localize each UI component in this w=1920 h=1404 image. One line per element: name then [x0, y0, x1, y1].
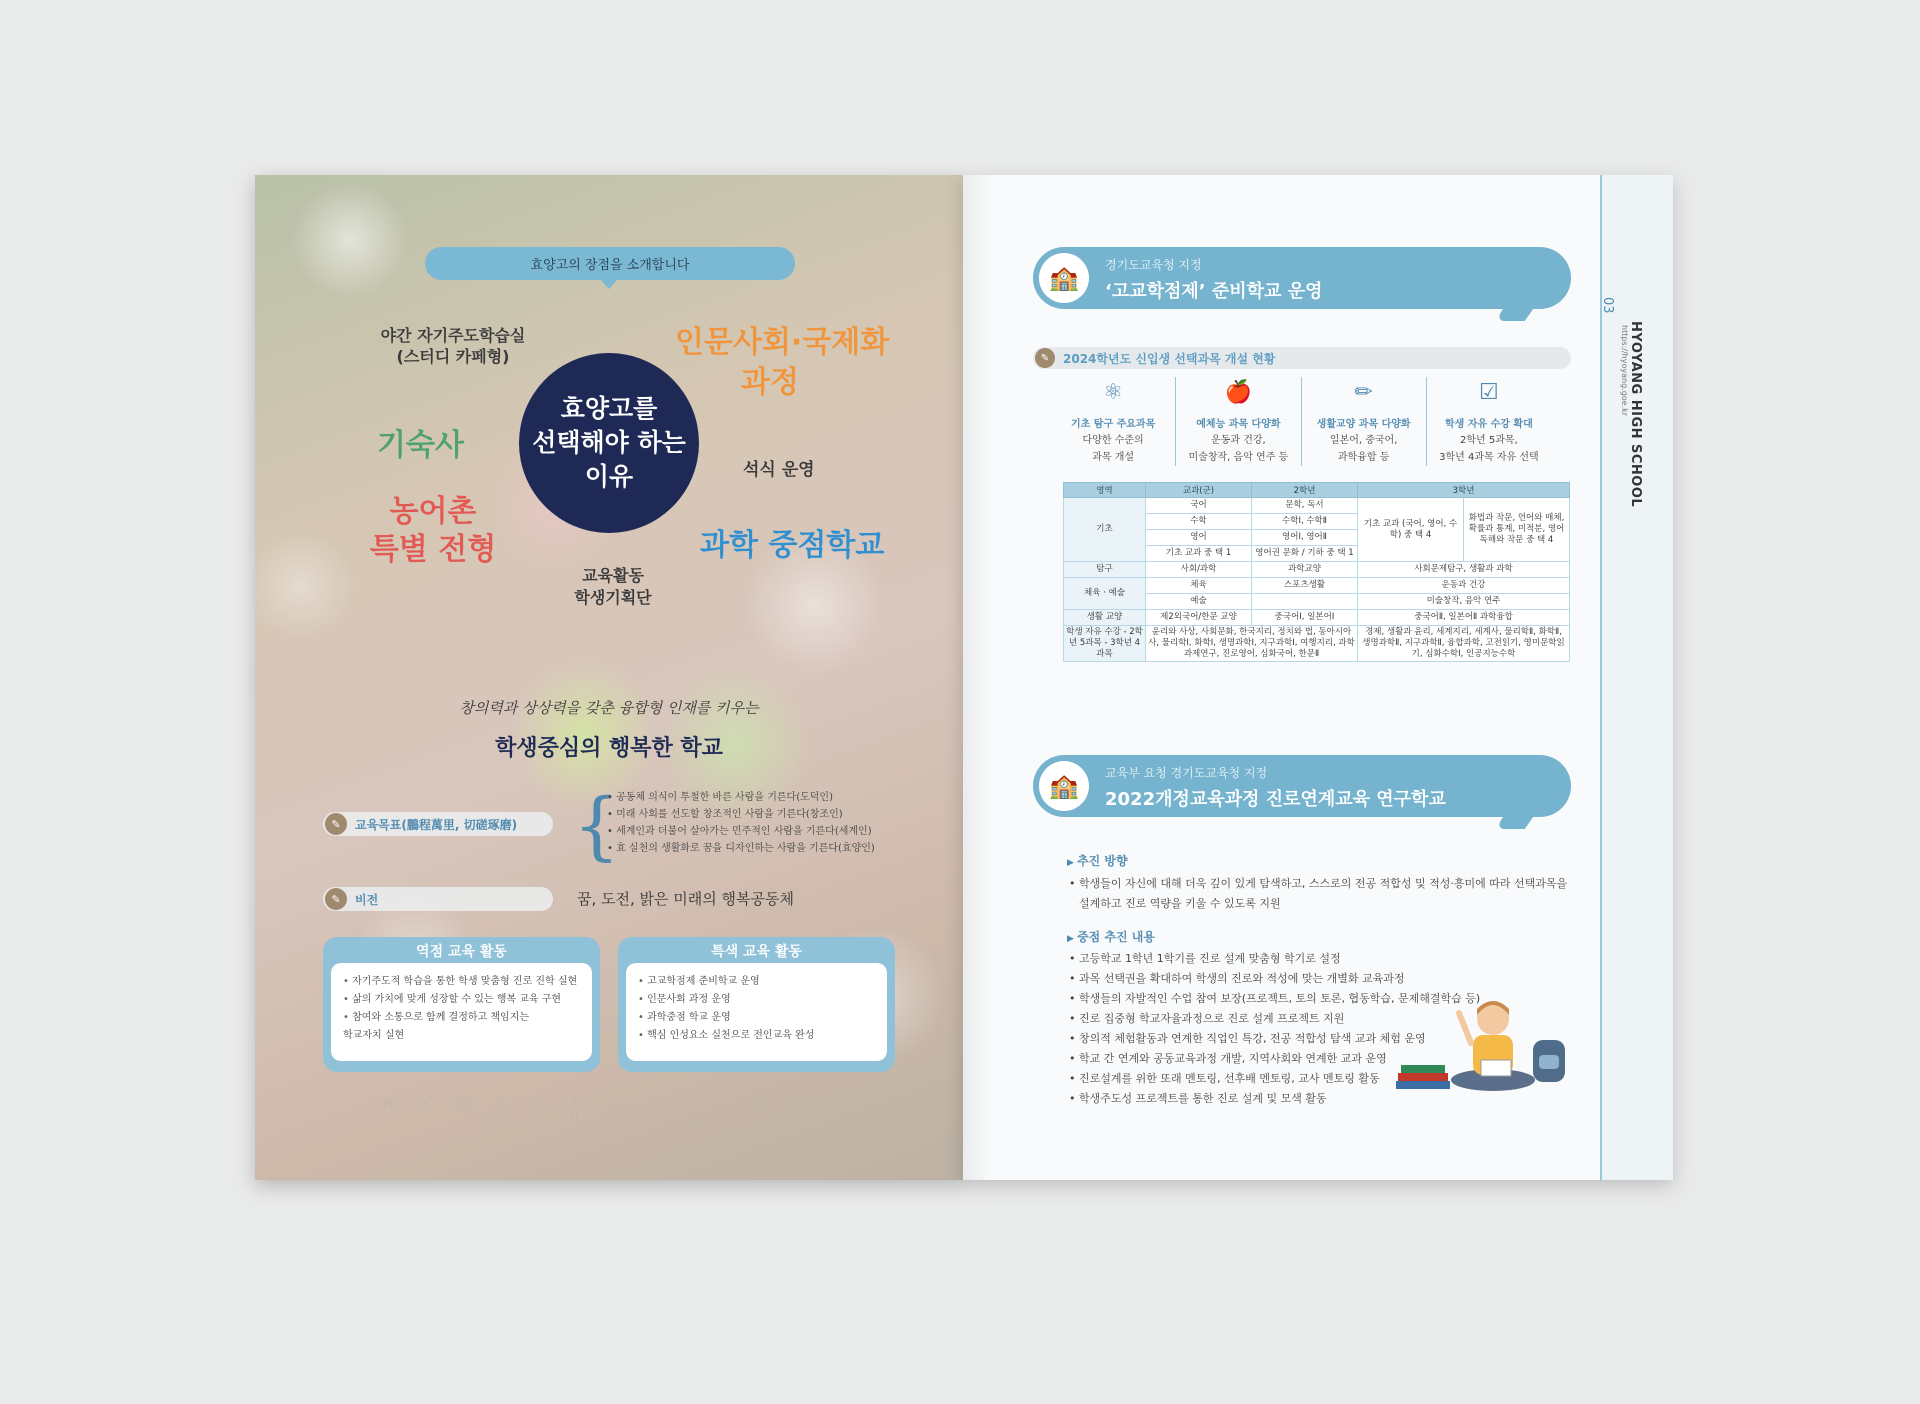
section1-title: ‘고교학점제’ 준비학교 운영: [1105, 281, 1323, 302]
keyword-line: 교육활동: [582, 566, 644, 585]
table-cell: 스포츠생활: [1252, 578, 1358, 594]
feature-desc-line: 일본어, 중국어,: [1329, 435, 1398, 446]
side-title: HYOYANG HIGH SCHOOL: [1628, 321, 1643, 508]
table-cell: [1252, 594, 1358, 610]
keyword-line: 과정: [741, 365, 799, 400]
special-activity-body: [626, 963, 887, 1061]
list-item: • 과학중점 학교 운영: [638, 1009, 875, 1027]
core-activity-title: 역점 교육 활동: [416, 944, 507, 960]
school-building-icon: 🏫: [1039, 761, 1089, 811]
table-row: [1064, 498, 1570, 514]
pen-icon: ✎: [1035, 348, 1055, 368]
goal-label: 교육목표(鵬程萬里, 切磋琢磨): [355, 817, 518, 832]
table-cell: 기초 교과 중 택 1: [1146, 546, 1252, 562]
table-cell-area: 학생 자유 수강 - 2학년 5과목 - 3학년 4과목: [1064, 626, 1146, 662]
center-title-line: 효양고를: [560, 394, 658, 423]
goal-label-pill: [323, 812, 553, 836]
feature-title: 예체능 과목 다양화: [1196, 419, 1281, 430]
center-title-line: 이유: [584, 462, 634, 491]
table-cell: 경제, 생활과 윤리, 세계지리, 세계사, 물리학Ⅱ, 화학Ⅱ, 생명과학Ⅱ, 지구과학Ⅱ, 융합과학, 고전읽기, 영미문학읽기, 심화수학Ⅰ, 인공지능수학: [1358, 626, 1570, 662]
page-number: 03: [1600, 297, 1615, 314]
list-item: • 참여와 소통으로 함께 결정하고 책임지는: [343, 1009, 580, 1027]
feature-desc: [1431, 432, 1547, 466]
core-activity-box: [323, 937, 600, 1072]
table-cell: 제2외국어/한문 교양: [1146, 610, 1252, 626]
subsection-label: 2024학년도 신입생 선택과목 개설 현황: [1063, 351, 1276, 366]
table-cell: 예술: [1146, 594, 1252, 610]
feature-desc-line: 과목 개설: [1092, 452, 1135, 463]
table-cell-area: 탐구: [1064, 562, 1146, 578]
keyword-line: (스터디 카페형): [396, 347, 510, 366]
keyword-line: 인문사회·국제화: [675, 325, 890, 360]
keyword-line: 특별 전형: [369, 532, 497, 567]
table-cell: 사회문제탐구, 생활과 과학: [1358, 562, 1570, 578]
table-cell: 사회/과학: [1146, 562, 1252, 578]
intro-banner: 효양고의 장점을 소개합니다: [425, 247, 795, 280]
table-cell: 문학, 독서: [1252, 498, 1358, 514]
section1-subtitle: 경기도교육청 지정: [1105, 258, 1202, 272]
feature-desc: [1306, 432, 1422, 466]
list-item: • 창의적 체험활동과 연계한 직업인 특강, 전공 적합성 탐색 교과 체험 운영: [1079, 1029, 1480, 1049]
subsection-pill: [1033, 347, 1571, 369]
list-item: • 고등학교 1학년 1학기를 진로 설계 맞춤형 학기로 설정: [1079, 949, 1480, 969]
section2-subtitle: 교육부 요청 경기도교육청 지정: [1105, 766, 1268, 780]
list-item: • 학생주도성 프로젝트를 통한 진로 설계 및 모색 활동: [1079, 1089, 1480, 1109]
feature-item: [1176, 377, 1301, 466]
feature-item: [1427, 377, 1551, 466]
left-footer: HYOYANG HIGH SCHOOL: [382, 1097, 836, 1125]
table-cell: 영어Ⅰ, 영어Ⅱ: [1252, 530, 1358, 546]
table-row: [1064, 578, 1570, 594]
table-cell: 영어: [1146, 530, 1252, 546]
vision-text: 꿈, 도전, 밝은 미래의 행복공동체: [577, 890, 794, 908]
table-header: 2학년: [1252, 483, 1358, 498]
feature-title: 생활교양 과목 다양화: [1316, 419, 1411, 430]
core-activity-body: [331, 963, 592, 1061]
keyword-science: 과학 중점학교: [700, 528, 885, 563]
direction-text: • 학생들이 자신에 대해 더욱 깊이 있게 탐색하고, 스스로의 전공 적합성 및 적성·흥미에 따라 선택과목을 설계하고 진로 역량을 키울 수 있도록 지원: [1079, 874, 1569, 914]
special-activity-title: 특색 교육 활동: [711, 944, 802, 960]
special-activity-box: [618, 937, 895, 1072]
table-cell: 운동과 건강: [1358, 578, 1570, 594]
school-building-icon: 🏫: [1039, 253, 1089, 303]
goal-list: [607, 789, 875, 857]
list-item: • 삶의 가치에 맞게 성장할 수 있는 행복 교육 구현: [343, 991, 580, 1009]
pen-icon: ✎: [325, 888, 347, 910]
keyword-rural: [363, 493, 503, 569]
table-cell-area: 체육 · 예술: [1064, 578, 1146, 610]
feature-desc-line: 2학년 5과목,: [1460, 435, 1518, 446]
right-page: [963, 175, 1673, 1180]
curriculum-table: [1063, 482, 1570, 662]
list-item: • 학교 간 연계와 공동교육과정 개발, 지역사회와 연계한 교과 운영: [1079, 1049, 1480, 1069]
keyword-line: 학생기획단: [574, 588, 652, 607]
keyword-humanities: [675, 323, 890, 403]
table-cell: 국어: [1146, 498, 1252, 514]
table-row: [1064, 610, 1570, 626]
feature-title: 학생 자유 수강 확대: [1445, 419, 1533, 430]
table-cell: 수학: [1146, 514, 1252, 530]
table-header: 3학년: [1358, 483, 1570, 498]
keyword-line: 야간 자기주도학습실: [380, 326, 526, 345]
pencils-icon: ✏: [1354, 380, 1373, 405]
feature-item: [1302, 377, 1427, 466]
table-cell: 중국어Ⅱ, 일본어Ⅱ 과학융합: [1358, 610, 1570, 626]
feature-desc-line: 운동과 건강,: [1211, 435, 1266, 446]
slogan-subtitle: 창의력과 상상력을 갖춘 융합형 인재를 키우는: [459, 699, 759, 717]
goal-item: • 미래 사회를 선도할 창조적인 사람을 기른다(창조인): [607, 806, 875, 823]
goal-item: • 효 실천의 생활화로 꿈을 디자인하는 사람을 기른다(효양인): [607, 840, 875, 857]
list-item: • 핵심 인성요소 실천으로 전인교육 완성: [638, 1027, 875, 1045]
slogan-title: 학생중심의 행복한 학교: [495, 736, 723, 761]
goal-item: • 세계인과 더불어 살아가는 민주적인 사람을 기른다(세계인): [607, 823, 875, 840]
table-cell: 미술창작, 음악 연주: [1358, 594, 1570, 610]
atom-icon: ⚛: [1103, 380, 1123, 405]
feature-desc-line: 과학융합 등: [1337, 452, 1390, 463]
table-cell: 윤리와 사상, 사회문화, 한국지리, 정치와 법, 동아시아사, 물리학Ⅰ, 화학Ⅰ, 생명과학Ⅰ, 지구과학Ⅰ, 여행지리, 과학과제연구, 진로영어, 심화국어, 한문Ⅱ: [1146, 626, 1358, 662]
table-row: [1064, 626, 1570, 662]
section2-title: 2022개정교육과정 진로연계교육 연구학교: [1105, 789, 1446, 810]
feature-desc-line: 3학년 4과목 자유 선택: [1439, 452, 1539, 463]
focus-heading: ▶ 중점 추진 내용: [1067, 928, 1155, 945]
list-item: • 고교학점제 준비학교 운영: [638, 973, 875, 991]
direction-heading: ▶ 추진 방향: [1067, 852, 1128, 869]
table-cell: 기초 교과 (국어, 영어, 수학) 중 택 4: [1358, 498, 1464, 562]
keyword-dorm: 기숙사: [377, 428, 464, 463]
table-header: 영역: [1064, 483, 1146, 498]
list-item: • 진로 집중형 학교자율과정으로 진로 설계 프로젝트 지원: [1079, 1009, 1480, 1029]
table-cell: 체육: [1146, 578, 1252, 594]
keyword-planning: [553, 565, 673, 609]
table-cell: 화법과 작문, 언어와 매체, 확률과 통계, 미적분, 영어독해와 작문 중 택 4: [1464, 498, 1570, 562]
keyword-meal: 석식 운영: [743, 460, 815, 480]
pen-icon: ✎: [325, 813, 347, 835]
feature-desc-line: 다양한 수준의: [1082, 435, 1144, 446]
feature-item: [1051, 377, 1176, 466]
left-page: [255, 175, 963, 1180]
list-item: • 진로설계를 위한 또래 멘토링, 선후배 멘토링, 교사 멘토링 활동: [1079, 1069, 1480, 1089]
table-header: 교과(군): [1146, 483, 1252, 498]
feature-desc: [1055, 432, 1171, 466]
feature-desc: [1180, 432, 1296, 466]
feature-desc-line: 미술창작, 음악 연주 등: [1188, 452, 1289, 463]
list-item-continuation: 학교자치 실현: [343, 1030, 405, 1041]
student-reading-illustration: [1393, 985, 1573, 1095]
spine-shade: [963, 175, 993, 1180]
section1-banner: [1033, 247, 1571, 309]
section2-banner: [1033, 755, 1571, 817]
keyword-study-cafe: [373, 325, 533, 367]
table-header-row: [1064, 483, 1570, 498]
feature-row: [1051, 377, 1551, 466]
list-item: • 과목 선택권을 확대하여 학생의 진로와 적성에 맞는 개별화 교육과정: [1079, 969, 1480, 989]
keyword-line: 농어촌: [389, 494, 477, 529]
list-item: • 학생들의 자발적인 수업 참여 보장(프로젝트, 토의 토론, 협동학습, 문제해결학습 등): [1079, 989, 1480, 1009]
table-cell-area: 생활 교양: [1064, 610, 1146, 626]
list-item: • 인문사회 과정 운영: [638, 991, 875, 1009]
goal-item: • 공동체 의식이 투철한 바른 사람을 기른다(도덕인): [607, 789, 875, 806]
table-cell: 영어권 문화 / 기하 중 택 1: [1252, 546, 1358, 562]
vision-label: 비전: [355, 892, 379, 907]
apple-icon: 🍎: [1224, 380, 1253, 405]
center-title-circle: [519, 353, 699, 533]
side-url: https://hyoyang.goe.kr: [1620, 325, 1629, 417]
list-item: • 자기주도적 학습을 통한 학생 맞춤형 진로 진학 실현: [343, 973, 580, 991]
table-cell-area: 기초: [1064, 498, 1146, 562]
vision-label-pill: [323, 887, 553, 911]
select-icon: ☑: [1479, 380, 1499, 405]
table-cell: 중국어Ⅰ, 일본어Ⅰ: [1252, 610, 1358, 626]
table-row: [1064, 562, 1570, 578]
brace-icon: {: [573, 783, 621, 869]
feature-title: 기초 탐구 주요과목: [1071, 419, 1156, 430]
center-title-line: 선택해야 하는: [532, 428, 686, 457]
table-cell: 수학Ⅰ, 수학Ⅱ: [1252, 514, 1358, 530]
table-cell: 과학교양: [1252, 562, 1358, 578]
